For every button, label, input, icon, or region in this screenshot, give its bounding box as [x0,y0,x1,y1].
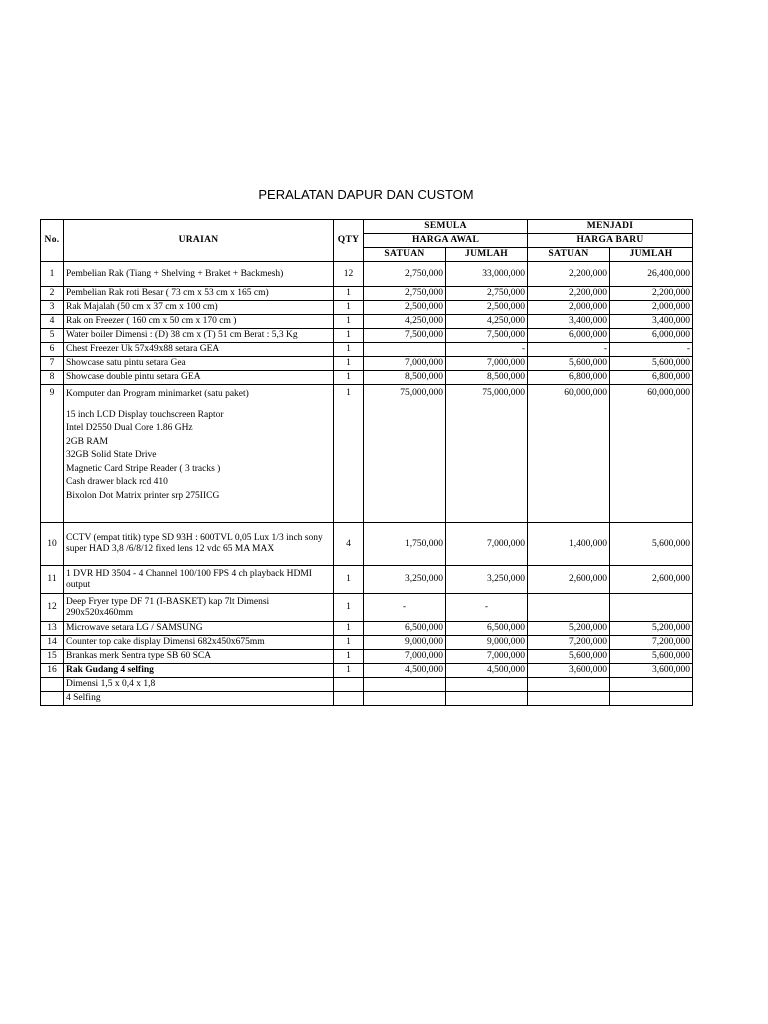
row-no: 5 [41,329,64,343]
row-jumlah-baru: 3,400,000 [610,315,693,329]
row-qty: 1 [334,371,364,385]
row-no [41,678,64,692]
header-menjadi: MENJADI [528,220,693,234]
row-qty: 1 [334,385,364,523]
table-row [41,566,693,594]
row-satuan-baru: 60,000,000 [528,385,610,523]
row-satuan-awal: 7,000,000 [364,650,446,664]
row-satuan-awal: 4,500,000 [364,664,446,678]
row-jumlah-awal: 7,000,000 [446,357,528,371]
row-jumlah-awal: - [446,343,528,357]
row-qty: 1 [334,650,364,664]
row-jumlah-baru: 5,600,000 [610,523,693,566]
row-jumlah-awal: 2,500,000 [446,301,528,315]
row-desc: Counter top cake display Dimensi 682x450x675mm [64,636,334,650]
row-qty: 1 [334,636,364,650]
row-qty: 4 [334,523,364,566]
row-no: 16 [41,664,64,678]
row-jumlah-baru: - [610,343,693,357]
table-row [41,622,693,636]
row-satuan-awal: 2,500,000 [364,301,446,315]
row-satuan-awal: 8,500,000 [364,371,446,385]
spec-line: 2GB RAM [66,436,108,447]
row-no [41,692,64,706]
row-satuan-baru: 2,200,000 [528,287,610,301]
row-jumlah-awal: 6,500,000 [446,622,528,636]
table-row [41,301,693,315]
row-jumlah-awal: 75,000,000 [446,385,528,523]
table-row [41,678,693,692]
row-jumlah-baru: 6,000,000 [610,329,693,343]
row-jumlah-awal: 33,000,000 [446,262,528,287]
row-no: 13 [41,622,64,636]
row-qty: 1 [334,566,364,594]
row-jumlah-baru [610,678,693,692]
row-satuan-baru: 1,400,000 [528,523,610,566]
table-row [41,329,693,343]
header-satuan-baru: SATUAN [528,248,610,262]
row-jumlah-awal: 7,000,000 [446,650,528,664]
table-row [41,664,693,678]
row-satuan-baru: 2,000,000 [528,301,610,315]
row-jumlah-awal: 9,000,000 [446,636,528,650]
header-no: No. [41,220,64,262]
row-qty: 1 [334,329,364,343]
header-qty: QTY [334,220,364,262]
row-jumlah-awal: 3,250,000 [446,566,528,594]
row-desc: Pembelian Rak (Tiang + Shelving + Braket + Backmesh) [64,262,334,287]
table-row [41,262,693,287]
row-no: 2 [41,287,64,301]
header-uraian: URAIAN [64,220,334,262]
row-jumlah-baru: 2,200,000 [610,287,693,301]
row-desc: Dimensi 1,5 x 0,4 x 1,8 [64,678,334,692]
row-jumlah-baru: 2,600,000 [610,566,693,594]
row-satuan-awal: 2,750,000 [364,287,446,301]
row-jumlah-awal [446,678,528,692]
row-no: 1 [41,262,64,287]
row-satuan-awal: - [364,594,446,622]
header-harga-awal: HARGA AWAL [364,234,528,248]
equipment-table [40,219,693,706]
row-qty [334,692,364,706]
row-satuan-awal [364,692,446,706]
spec-line: Magnetic Card Stripe Reader ( 3 tracks ) [66,463,221,474]
row-no: 3 [41,301,64,315]
row-desc: Rak Majalah (50 cm x 37 cm x 100 cm) [64,301,334,315]
row-no: 4 [41,315,64,329]
row-qty: 12 [334,262,364,287]
table-row [41,636,693,650]
header-semula: SEMULA [364,220,528,234]
row-qty: 1 [334,594,364,622]
row-desc: Rak on Freezer ( 160 cm x 50 cm x 170 cm ) [64,315,334,329]
row-desc: Pembelian Rak roti Besar ( 73 cm x 53 cm x 165 cm) [64,287,334,301]
row-jumlah-baru: 6,800,000 [610,371,693,385]
header-satuan-awal: SATUAN [364,248,446,262]
row-satuan-awal: 7,000,000 [364,357,446,371]
spec-line: Bixolon Dot Matrix printer srp 275IICG [66,490,220,501]
row-qty: 1 [334,357,364,371]
row-satuan-awal [364,678,446,692]
document-title: PERALATAN DAPUR DAN CUSTOM [258,187,474,202]
table-row [41,371,693,385]
row-satuan-baru [528,594,610,622]
spec-line: 32GB Solid State Drive [66,450,157,460]
row-desc-cell [64,385,334,523]
row-satuan-baru: 5,600,000 [528,650,610,664]
row-satuan-awal: 3,250,000 [364,566,446,594]
spec-line: Intel D2550 Dual Core 1.86 GHz [66,423,193,433]
row-satuan-baru: - [528,343,610,357]
row-no: 10 [41,523,64,566]
row-satuan-baru: 6,000,000 [528,329,610,343]
row-desc: Chest Freezer Uk 57x49x88 setara GEA [64,343,334,357]
row-desc: Showcase double pintu setara GEA [64,371,334,385]
row-satuan-baru: 3,600,000 [528,664,610,678]
row-jumlah-awal: 7,000,000 [446,523,528,566]
row-satuan-baru: 2,200,000 [528,262,610,287]
row-satuan-baru: 6,800,000 [528,371,610,385]
row-jumlah-baru: 26,400,000 [610,262,693,287]
row-qty: 1 [334,343,364,357]
header-harga-baru: HARGA BARU [528,234,693,248]
row-satuan-awal: 7,500,000 [364,329,446,343]
row-desc: CCTV (empat titik) type SD 93H : 600TVL 0,05 Lux 1/3 inch sony super HAD 3,8 /6/8/12 fixed lens 12 vdc 65 MA MAX [64,523,334,566]
row-jumlah-baru: 5,200,000 [610,622,693,636]
row-jumlah-awal [446,692,528,706]
table-row [41,385,693,523]
row-jumlah-baru: 60,000,000 [610,385,693,523]
row-no: 11 [41,566,64,594]
table-row [41,650,693,664]
row-satuan-baru [528,692,610,706]
row-desc: 4 Selfing [64,692,334,706]
row-jumlah-baru [610,692,693,706]
header-jumlah-awal: JUMLAH [446,248,528,262]
row-satuan-awal: 1,750,000 [364,523,446,566]
row-satuan-baru: 3,400,000 [528,315,610,329]
row-satuan-awal: 2,750,000 [364,262,446,287]
table-row [41,594,693,622]
row-jumlah-baru: 5,600,000 [610,357,693,371]
row-desc: Water boiler Dimensi : (D) 38 cm x (T) 51 cm Berat : 5,3 Kg [64,329,334,343]
row-satuan-awal: 4,250,000 [364,315,446,329]
row-no: 6 [41,343,64,357]
table-row [41,692,693,706]
row-satuan-awal: 6,500,000 [364,622,446,636]
row-desc: Brankas merk Sentra type SB 60 SCA [64,650,334,664]
row-jumlah-baru: 3,600,000 [610,664,693,678]
row-no: 15 [41,650,64,664]
row-satuan-awal: 9,000,000 [364,636,446,650]
row-no: 12 [41,594,64,622]
row-satuan-baru [528,678,610,692]
row-desc: Deep Fryer type DF 71 (I-BASKET) kap 7lt Dimensi 290x520x460mm [64,594,334,622]
row-jumlah-awal: 8,500,000 [446,371,528,385]
row-qty: 1 [334,287,364,301]
row-jumlah-awal: 4,500,000 [446,664,528,678]
row-satuan-awal [364,343,446,357]
table-row [41,287,693,301]
row-qty: 1 [334,315,364,329]
row-qty: 1 [334,301,364,315]
row-jumlah-baru: 5,600,000 [610,650,693,664]
row-desc: Showcase satu pintu setara Gea [64,357,334,371]
header-jumlah-baru: JUMLAH [610,248,693,262]
table-row [41,523,693,566]
row-no: 7 [41,357,64,371]
row-jumlah-baru: 7,200,000 [610,636,693,650]
row-jumlah-baru [610,594,693,622]
row-jumlah-awal: 4,250,000 [446,315,528,329]
row-desc: 1 DVR HD 3504 - 4 Channel 100/100 FPS 4 ch playback HDMI output [64,566,334,594]
row-satuan-baru: 5,200,000 [528,622,610,636]
row-jumlah-awal: 2,750,000 [446,287,528,301]
row-no: 9 [41,385,64,523]
row-no: 14 [41,636,64,650]
row-desc: Microwave setara LG / SAMSUNG [64,622,334,636]
row-satuan-baru: 7,200,000 [528,636,610,650]
table-row [41,357,693,371]
spec-line: Cash drawer black rcd 410 [66,477,168,487]
row-jumlah-awal: - [446,594,528,622]
row-satuan-awal: 75,000,000 [364,385,446,523]
row-desc: Komputer dan Program minimarket (satu paket) [66,389,249,399]
row-qty: 1 [334,622,364,636]
row-jumlah-awal: 7,500,000 [446,329,528,343]
row-jumlah-baru: 2,000,000 [610,301,693,315]
table-row [41,343,693,357]
spec-line: 15 inch LCD Display touchscreen Raptor [66,409,224,420]
row-desc: Rak Gudang 4 selfing [64,664,334,678]
row-satuan-baru: 5,600,000 [528,357,610,371]
table-row [41,315,693,329]
row-qty [334,678,364,692]
row-no: 8 [41,371,64,385]
row-qty: 1 [334,664,364,678]
row-satuan-baru: 2,600,000 [528,566,610,594]
